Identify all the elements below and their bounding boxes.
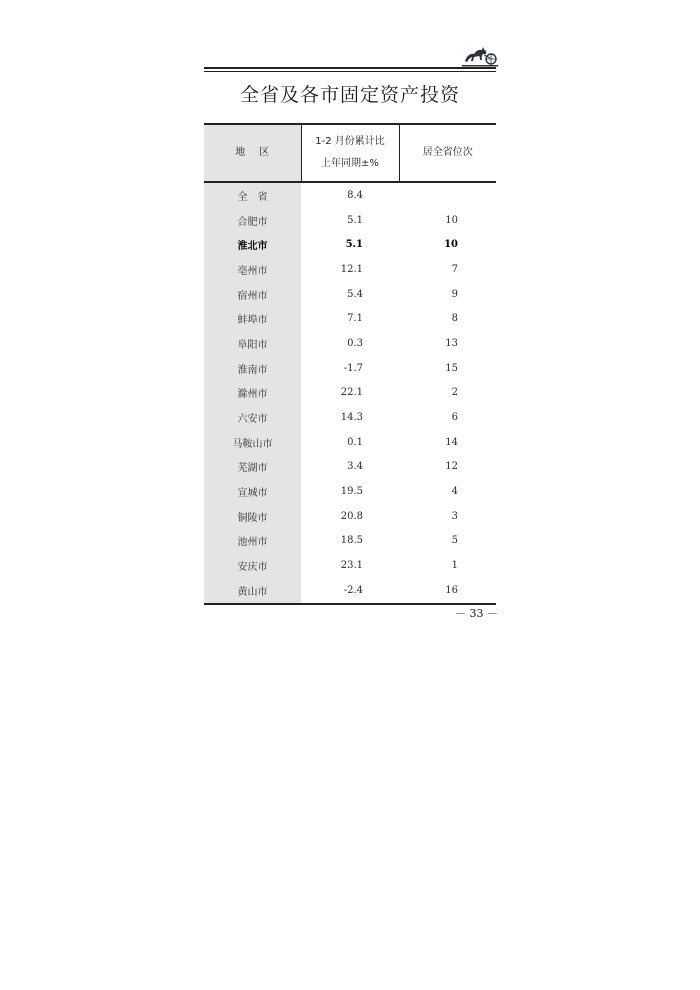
region-cell: 宣城市 bbox=[204, 479, 301, 504]
page-number: － 33 － bbox=[455, 607, 498, 620]
table-header-row bbox=[204, 124, 496, 182]
region-cell: 安庆市 bbox=[204, 553, 301, 578]
table-row bbox=[204, 430, 496, 455]
page-title: 全省及各市固定资产投资 bbox=[239, 84, 460, 106]
region-cell: 池州市 bbox=[204, 529, 301, 554]
rank-cell: 8 bbox=[451, 313, 458, 325]
growth-cell: 22.1 bbox=[340, 387, 363, 399]
region-cell: 合肥市 bbox=[204, 208, 301, 233]
investment-table bbox=[204, 123, 496, 605]
rank-cell: 16 bbox=[399, 578, 496, 604]
rank-cell: 10 bbox=[444, 239, 458, 251]
growth-cell: 20.8 bbox=[340, 510, 363, 522]
growth-cell: 23.1 bbox=[340, 560, 363, 572]
horse-carriage-logo-icon bbox=[462, 44, 498, 68]
region-cell: 全 省 bbox=[204, 182, 301, 208]
table-row bbox=[204, 331, 496, 356]
column-header-rank: 居全省位次 bbox=[399, 124, 496, 182]
table-row bbox=[204, 529, 496, 554]
rank-cell: 7 bbox=[451, 263, 458, 275]
rank-cell: 13 bbox=[445, 337, 458, 349]
region-cell: 阜阳市 bbox=[204, 331, 301, 356]
rank-cell: 3 bbox=[451, 510, 458, 522]
table-row bbox=[204, 356, 496, 381]
growth-cell: 8.4 bbox=[347, 189, 363, 201]
region-cell: 宿州市 bbox=[204, 282, 301, 307]
table-row bbox=[204, 232, 496, 257]
rank-cell: 12 bbox=[445, 461, 458, 473]
table-row bbox=[204, 455, 496, 480]
rank-cell: 10 bbox=[445, 214, 458, 226]
rank-cell: 14 bbox=[445, 436, 458, 448]
region-cell: 淮南市 bbox=[204, 356, 301, 381]
rank-cell: 2 bbox=[451, 387, 458, 399]
growth-cell: -2.4 bbox=[301, 578, 399, 604]
table-body bbox=[204, 182, 496, 604]
column-header-region: 地区 bbox=[204, 124, 301, 182]
table-row bbox=[204, 381, 496, 406]
region-cell: 芜湖市 bbox=[204, 455, 301, 480]
growth-cell: 3.4 bbox=[347, 461, 363, 473]
rank-cell: 6 bbox=[451, 412, 458, 424]
growth-cell: 7.1 bbox=[347, 313, 363, 325]
region-cell: 黄山市 bbox=[204, 578, 301, 604]
growth-cell: 14.3 bbox=[340, 412, 363, 424]
table-row bbox=[204, 182, 496, 208]
region-cell: 六安市 bbox=[204, 405, 301, 430]
region-cell: 亳州市 bbox=[204, 257, 301, 282]
region-cell: 滁州市 bbox=[204, 381, 301, 406]
rank-cell: 4 bbox=[451, 486, 458, 498]
table-row bbox=[204, 405, 496, 430]
growth-cell: 19.5 bbox=[340, 486, 363, 498]
header-rule-thick bbox=[204, 67, 496, 69]
growth-cell: 5.1 bbox=[347, 214, 363, 226]
table-row bbox=[204, 504, 496, 529]
growth-cell: 5.4 bbox=[347, 288, 363, 300]
rank-cell: 15 bbox=[445, 362, 458, 374]
region-cell: 马鞍山市 bbox=[204, 430, 301, 455]
rank-cell: 5 bbox=[451, 535, 458, 547]
region-cell: 蚌埠市 bbox=[204, 306, 301, 331]
table-row bbox=[204, 479, 496, 504]
column-header-growth bbox=[301, 124, 399, 182]
table-row bbox=[204, 257, 496, 282]
growth-cell: 0.1 bbox=[347, 436, 363, 448]
growth-cell: 18.5 bbox=[340, 535, 363, 547]
table-row bbox=[204, 306, 496, 331]
rank-cell: 1 bbox=[451, 560, 458, 572]
table-row bbox=[204, 553, 496, 578]
column-header-growth-line1: 1-2 月份累计比 bbox=[315, 136, 385, 147]
growth-cell: 0.3 bbox=[347, 337, 363, 349]
region-cell: 淮北市 bbox=[204, 232, 301, 257]
table-row bbox=[204, 282, 496, 307]
rank-cell: 9 bbox=[451, 288, 458, 300]
table-row bbox=[204, 208, 496, 233]
table-row bbox=[204, 578, 496, 604]
growth-cell: -1.7 bbox=[343, 362, 363, 374]
column-header-growth-line2: 上年同期±% bbox=[321, 158, 379, 169]
rank-cell bbox=[399, 182, 496, 208]
header-rule-thin bbox=[204, 71, 496, 72]
growth-cell: 12.1 bbox=[340, 263, 363, 275]
growth-cell: 5.1 bbox=[345, 239, 363, 251]
region-cell: 铜陵市 bbox=[204, 504, 301, 529]
